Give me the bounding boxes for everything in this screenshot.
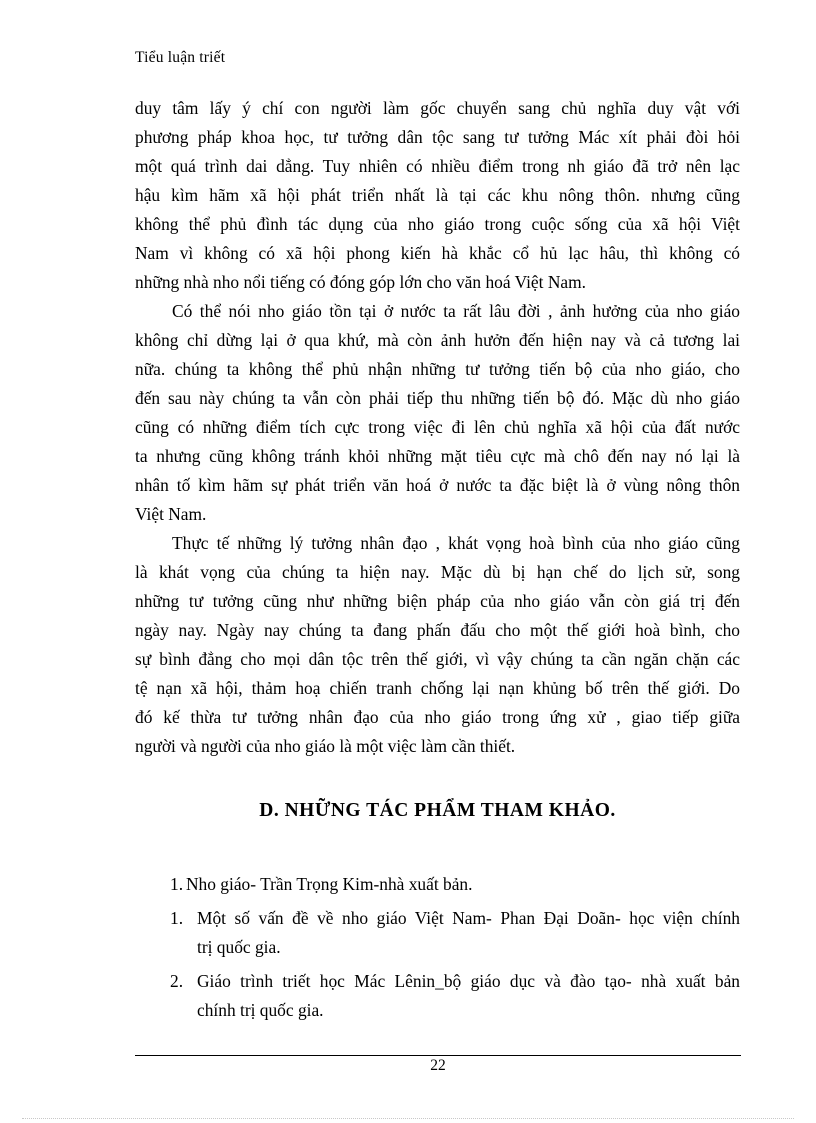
reference-item (135, 967, 740, 1025)
text-line: đến sau này chúng ta vẫn còn phải tiếp thu những tiến bộ đó. Mặc dù nho giáo (135, 388, 740, 408)
text-line: cũng có những điểm tích cực trong việc đi lên chủ nghĩa xã hội của đất nước (135, 417, 740, 437)
page-edge-divider (22, 1118, 794, 1119)
text-line: Giáo trình triết học Mác Lênin_bộ giáo dục và đào tạo- nhà xuất bản (197, 971, 740, 991)
text-line: chính trị quốc gia. (197, 1000, 324, 1020)
reference-text (197, 967, 740, 1025)
text-line: không thể phủ đình tác dụng của nho giáo trong cuộc sống của xã hội Việt (135, 214, 740, 234)
text-line: ta nhưng cũng không tránh khỏi những mặt tiêu cực mà chô đến nay nó lại là (135, 446, 740, 466)
text-line: trị quốc gia. (197, 937, 281, 957)
footer-divider (135, 1055, 741, 1056)
text-line: Một số vấn đề về nho giáo Việt Nam- Phan Đại Doãn- học viện chính (197, 908, 740, 928)
reference-item (135, 870, 740, 899)
text-line: Nho giáo- Trần Trọng Kim-nhà xuất bản. (186, 874, 473, 894)
text-line: duy tâm lấy ý chí con người làm gốc chuyển sang chủ nghĩa duy vật với (135, 98, 740, 118)
reference-list (135, 870, 740, 1030)
reference-text (197, 904, 740, 962)
text-line: Có thể nói nho giáo tồn tại ở nước ta rất lâu đời , ảnh hưởng của nho giáo (172, 301, 740, 321)
reference-number: 1. (170, 908, 184, 928)
reference-number: 2. (170, 971, 184, 991)
text-line: đó kế thừa tư tưởng nhân đạo của nho giáo trong ứng xử , giao tiếp giữa (135, 707, 740, 727)
text-line: phương pháp khoa học, tư tưởng dân tộc sang tư tưởng Mác xít phải đòi hỏi (135, 127, 740, 147)
text-line: Việt Nam. (135, 504, 207, 524)
reference-item (135, 904, 740, 962)
paragraph-3 (135, 529, 740, 761)
text-line: những nhà nho nổi tiếng có đóng góp lớn cho văn hoá Việt Nam. (135, 272, 586, 292)
text-line: ngày nay. Ngày nay chúng ta đang phấn đấu cho một thế giới hoà bình, cho (135, 620, 740, 640)
reference-text (186, 870, 740, 899)
section-title: D. NHỮNG TÁC PHẨM THAM KHẢO. (259, 800, 616, 821)
text-line: Nam vì không có xã hội phong kiến hà khắc cổ hủ lạc hâu, thì không có (135, 243, 740, 263)
text-line: nữa. chúng ta không thể phủ nhận những tư tưởng tiến bộ của nho giáo, cho (135, 359, 740, 379)
text-line: là khát vọng của chúng ta hiện nay. Mặc dù bị hạn chế do lịch sử, song (135, 562, 740, 582)
page-number: 22 (430, 1057, 446, 1074)
text-line: những tư tưởng cũng như những biện pháp của nho giáo vẫn còn giá trị đến (135, 591, 740, 611)
text-line: nhân tố kìm hãm sự phát triển văn hoá ở nước ta đặc biệt là ở vùng nông thôn (135, 475, 740, 495)
text-line: không chỉ dừng lại ở qua khứ, mà còn ảnh hưởn đến hiện nay và cả tương lai (135, 330, 740, 350)
text-line: sự bình đẳng cho mọi dân tộc trên thế giới, vì vậy chúng ta cần ngăn chặn các (135, 649, 740, 669)
text-line: người và người của nho giáo là một việc làm cần thiết. (135, 736, 516, 756)
text-line: hậu kìm hãm xã hội phát triển nhất là tại các khu nông thôn. nhưng cũng (135, 185, 740, 205)
text-line: một quá trình dai dẳng. Tuy nhiên có nhiều điểm trong nh giáo đã trở nên lạc (135, 156, 740, 176)
reference-number: 1. (170, 874, 184, 894)
text-line: tệ nạn xã hội, thảm hoạ chiến tranh chống lại nạn khủng bố trên thế giới. Do (135, 678, 740, 698)
body-text (135, 94, 740, 761)
paragraph-1 (135, 94, 740, 297)
paragraph-2 (135, 297, 740, 529)
text-line: Thực tế những lý tưởng nhân đạo , khát vọng hoà bình của nho giáo cũng (172, 533, 740, 553)
running-header: Tiểu luận triết (135, 49, 226, 66)
